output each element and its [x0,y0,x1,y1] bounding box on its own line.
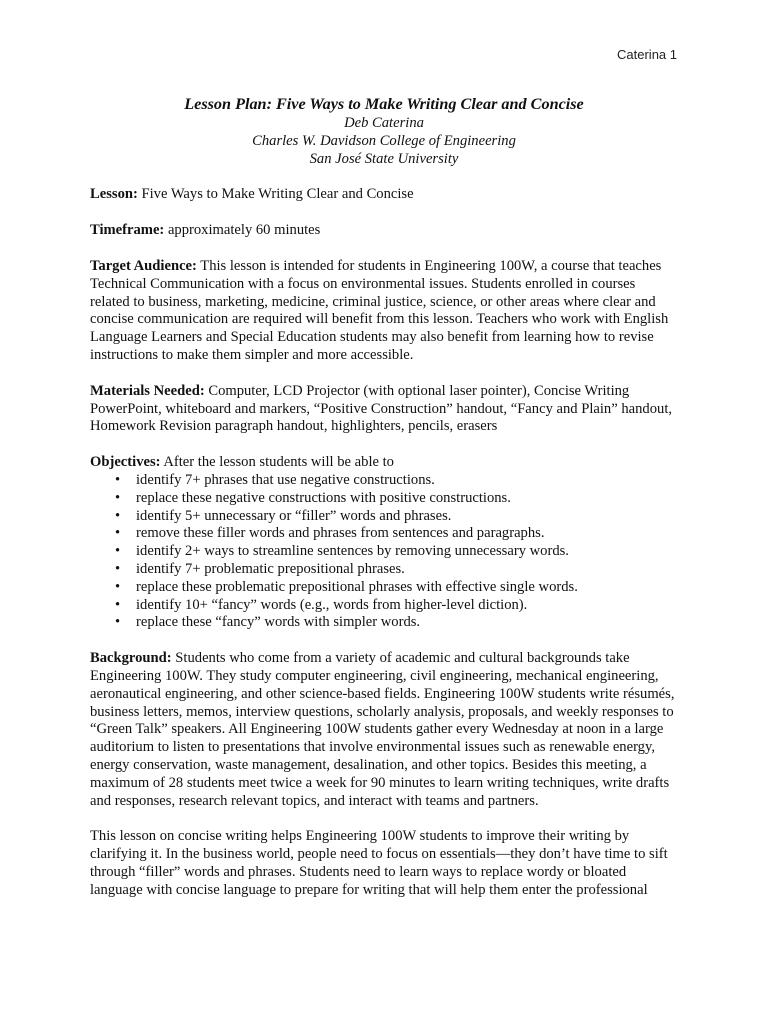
bullet-icon: • [115,578,121,595]
materials-label: Materials Needed: [90,382,205,399]
background-text: Students who come from a variety of academic and cultural backgrounds take Engineering 100W. They study computer engineering, civil engineering, mechanical engineering, aeronautical engineering, and other science-based fields. Engineering 100W students write résumés, business letters, memos, interview questions, scholarly analysis, proposals, and weekly responses to “Green Talk” speakers. All Engineering 100W students gather every Wednesday at noon in a large auditorium to listen to presentations that involve environmental issues such as renewable energy, energy conservation, waste management, desalination, and other topics. Besides this meeting, a maximum of 28 students meet twice a week for 90 minutes to learn writing techniques, write drafts and responses, research relevant topics, and interact with teams and partners. [90,650,675,809]
objective-text: identify 5+ unnecessary or “filler” words and phrases. [136,507,452,524]
objectives-intro-text: After the lesson students will be able to [160,454,394,471]
author-name: Deb Caterina [344,115,424,131]
bullet-icon: • [115,471,121,488]
objectives-intro [90,454,678,472]
audience-paragraph [90,258,678,365]
objective-text: replace these problematic prepositional phrases with effective single words. [136,578,578,595]
objective-item [90,543,678,561]
document-title: Lesson Plan: Five Ways to Make Writing Clear and Concise [184,95,584,113]
materials-paragraph [90,383,678,436]
college-name: Charles W. Davidson College of Engineering [252,132,516,149]
bullet-icon: • [115,596,121,613]
timeframe-text: approximately 60 minutes [164,222,321,239]
lesson-text: Five Ways to Make Writing Clear and Concise [137,186,414,203]
background-paragraph [90,650,678,810]
page-body [90,93,678,899]
objective-item [90,561,678,579]
bullet-icon: • [115,525,121,542]
bullet-icon: • [115,614,121,631]
objectives-list [90,472,678,632]
objective-item [90,472,678,490]
timeframe-label: Timeframe: [90,222,165,239]
closing-paragraph: This lesson on concise writing helps Engineering 100W students to improve their writing by clarifying it. In the business world, people need to focus on essentials—they don’t have time to sift through “filler” words and phrases. Students need to learn ways to replace wordy or bloated language with concise language to prepare for writing that will help them enter the professional [90,828,668,898]
objective-item [90,614,678,632]
objective-text: identify 10+ “fancy” words (e.g., words from higher-level diction). [136,596,528,613]
audience-label: Target Audience: [90,257,197,274]
university-name: San José State University [309,150,459,167]
objective-text: identify 7+ phrases that use negative constructions. [136,471,435,488]
objective-text: replace these negative constructions with positive constructions. [136,489,511,506]
objective-text: replace these “fancy” words with simpler words. [136,614,421,631]
materials-text: Computer, LCD Projector (with optional laser pointer), Concise Writing PowerPoint, whiteboard and markers, “Positive Construction” handout, “Fancy and Plain” handout, Homework Revision paragraph handout, highlighters, pencils, erasers [90,382,673,435]
audience-text: This lesson is intended for students in Engineering 100W, a course that teaches Technical Communication with a focus on environmental issues. Students enrolled in courses related to business, marketing, medicine, criminal justice, science, or other areas where clear and concise communication are required will benefit from this lesson. Teachers who work with English Language Learners and Special Education students may also benefit from learning how to revise instructions to make them simpler and more accessible. [90,257,669,363]
objective-item [90,597,678,615]
running-header: Caterina 1 [617,47,677,62]
bullet-icon: • [115,543,121,560]
lesson-paragraph [90,186,678,204]
bullet-icon: • [115,560,121,577]
objectives-label: Objectives: [90,454,161,471]
objective-item [90,579,678,597]
objective-item [90,490,678,508]
bullet-icon: • [115,489,121,506]
objective-text: identify 7+ problematic prepositional phrases. [136,560,405,577]
objective-text: identify 2+ ways to streamline sentences by removing unnecessary words. [136,543,569,560]
objective-item [90,525,678,543]
background-label: Background: [90,650,172,667]
title-block [90,93,678,168]
objective-item [90,508,678,526]
bullet-icon: • [115,507,121,524]
objective-text: remove these filler words and phrases from sentences and paragraphs. [136,525,545,542]
timeframe-paragraph [90,222,678,240]
lesson-label: Lesson: [90,186,138,203]
